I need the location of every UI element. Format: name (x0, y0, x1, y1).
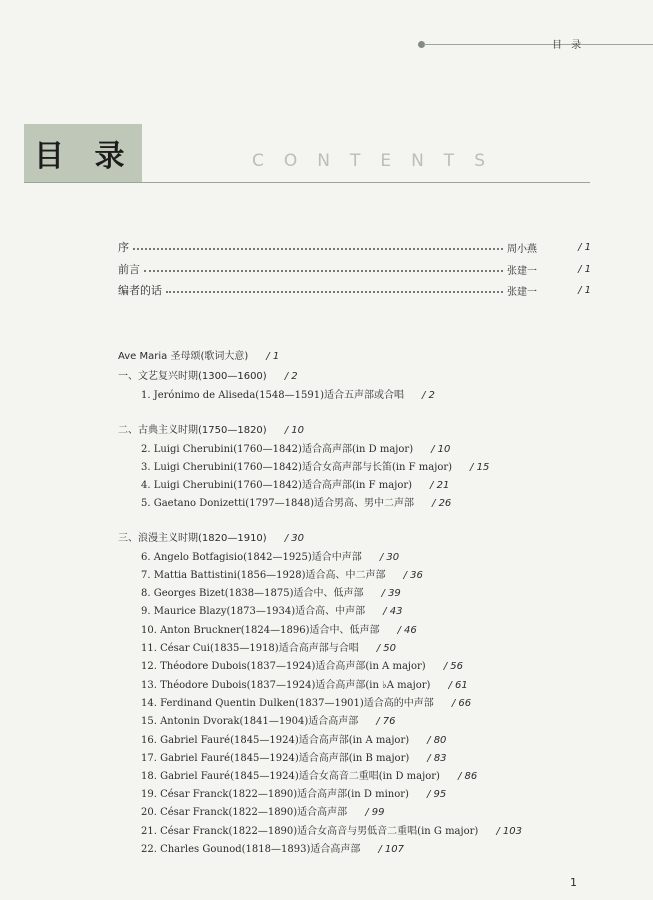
entry-page: / 43 (383, 606, 403, 617)
entry-text: 3. Luigi Cherubini(1760—1842)适合女高声部与长笛(in F major) (141, 462, 453, 473)
front-matter-entry[interactable] (118, 240, 591, 254)
toc-entry[interactable] (141, 443, 450, 456)
entry-text: Ave Maria 圣母颂(歌词大意) (118, 351, 249, 362)
running-header: 目 录 (552, 40, 585, 51)
toc-section[interactable] (118, 350, 279, 363)
entry-text: 9. Maurice Blazy(1873—1934)适合高、中声部 (141, 606, 366, 617)
entry-page: / 83 (427, 753, 447, 764)
entry-page: / 80 (427, 735, 447, 746)
dot-leader (166, 291, 503, 293)
toc-section[interactable] (118, 370, 298, 383)
toc-entry[interactable] (141, 551, 399, 564)
entry-page: / 21 (430, 480, 450, 491)
entry-page: / 86 (457, 771, 478, 782)
entry-page: / 1 (578, 284, 591, 296)
entry-text: 三、浪漫主义时期(1820—1910) (118, 533, 267, 544)
entry-page: / 10 (431, 444, 451, 455)
toc-entry[interactable] (141, 569, 423, 582)
toc-entry[interactable] (141, 679, 468, 692)
entry-page: / 56 (443, 661, 463, 672)
entry-page: / 99 (365, 807, 385, 818)
entry-text: 18. Gabriel Fauré(1845—1924)适合女高音二重唱(in D major) (141, 771, 440, 782)
entry-page: / 1 (578, 241, 591, 253)
entry-text: 17. Gabriel Fauré(1845—1924)适合高声部(in B major) (141, 753, 410, 764)
toc-entry[interactable] (141, 770, 477, 783)
entry-text: 4. Luigi Cherubini(1760—1842)适合高声部(in F major) (141, 480, 413, 491)
entry-text: 19. César Franck(1822—1890)适合高声部(in D minor) (141, 789, 409, 800)
dot-leader (144, 270, 503, 272)
entry-page: / 1 (266, 351, 280, 362)
entry-title: 序 (118, 241, 129, 254)
entry-page: / 107 (378, 844, 404, 855)
entry-page: / 26 (432, 498, 452, 509)
entry-text: 一、文艺复兴时期(1300—1600) (118, 371, 267, 382)
entry-page: / 39 (381, 588, 401, 599)
entry-text: 6. Angelo Botfagisio(1842—1925)适合中声部 (141, 552, 362, 563)
header-rule (424, 44, 653, 45)
page-title: 目 录 (34, 139, 135, 174)
entry-text: 11. César Cui(1835—1918)适合高声部与合唱 (141, 643, 359, 654)
toc-entry[interactable] (141, 806, 384, 819)
toc-entry[interactable] (141, 660, 463, 673)
entry-text: 21. César Franck(1822—1890)适合女高音与男低音二重唱(in G major) (141, 826, 479, 837)
front-matter-entry[interactable] (118, 283, 591, 297)
entry-text: 20. César Franck(1822—1890)适合高声部 (141, 807, 348, 818)
entry-title: 前言 (118, 263, 140, 276)
toc-entry[interactable] (141, 624, 417, 637)
entry-text: 7. Mattia Battistini(1856—1928)适合高、中二声部 (141, 570, 386, 581)
entry-page: / 10 (284, 425, 304, 436)
toc-entry[interactable] (141, 587, 401, 600)
toc-entry[interactable] (141, 825, 522, 838)
entry-text: 10. Anton Bruckner(1824—1896)适合中、低声部 (141, 625, 380, 636)
toc-section[interactable] (118, 532, 304, 545)
entry-page: / 1 (578, 263, 591, 275)
entry-text: 8. Georges Bizet(1838—1875)适合中、低声部 (141, 588, 364, 599)
entry-page: / 61 (448, 680, 468, 691)
entry-text: 16. Gabriel Fauré(1845—1924)适合高声部(in A major) (141, 735, 410, 746)
entry-page: / 66 (451, 698, 472, 709)
entry-page: / 36 (403, 570, 423, 581)
toc-entry[interactable] (141, 752, 447, 765)
toc-entry[interactable] (141, 497, 451, 510)
entry-author: 周小燕 (507, 243, 537, 255)
entry-author: 张建一 (507, 265, 537, 277)
contents-heading: CONTENTS (252, 151, 505, 171)
toc-entry[interactable] (141, 389, 435, 402)
entry-text: 2. Luigi Cherubini(1760—1842)适合高声部(in D major) (141, 444, 414, 455)
dot-leader (133, 248, 503, 250)
entry-page: / 2 (422, 390, 435, 401)
toc-section[interactable] (118, 424, 304, 437)
entry-text: 1. Jerónimo de Aliseda(1548—1591)适合五声部或合唱 (141, 390, 404, 401)
entry-text: 14. Ferdinand Quentin Dulken(1837—1901)适合高的中声部 (141, 698, 434, 709)
entry-page: / 50 (376, 643, 396, 654)
toc-entry[interactable] (141, 697, 471, 710)
toc-entry[interactable] (141, 843, 404, 856)
entry-text: 二、古典主义时期(1750—1820) (118, 425, 267, 436)
page-number: 1 (570, 876, 577, 889)
entry-page: / 76 (376, 716, 396, 727)
entry-page: / 2 (284, 371, 298, 382)
front-matter-entry[interactable] (118, 262, 591, 276)
toc-entry[interactable] (141, 715, 396, 728)
entry-title: 编者的话 (118, 284, 162, 297)
entry-page: / 30 (284, 533, 304, 544)
entry-author: 张建一 (507, 286, 537, 298)
toc-entry[interactable] (141, 605, 402, 618)
toc-entry[interactable] (141, 461, 489, 474)
toc-entry[interactable] (141, 642, 396, 655)
entry-page: / 95 (426, 789, 447, 800)
title-divider (24, 182, 590, 183)
toc-entry[interactable] (141, 734, 446, 747)
toc-entry[interactable] (141, 788, 446, 801)
entry-text: 13. Théodore Dubois(1837—1924)适合高声部(in ♭A major) (141, 680, 431, 691)
entry-text: 15. Antonin Dvorak(1841—1904)适合高声部 (141, 716, 359, 727)
entry-page: / 30 (379, 552, 400, 563)
entry-text: 12. Théodore Dubois(1837—1924)适合高声部(in A major) (141, 661, 426, 672)
entry-text: 22. Charles Gounod(1818—1893)适合高声部 (141, 844, 361, 855)
entry-page: / 46 (397, 625, 417, 636)
entry-page: / 103 (496, 826, 522, 837)
toc-entry[interactable] (141, 479, 449, 492)
entry-text: 5. Gaetano Donizetti(1797—1848)适合男高、男中二声部 (141, 498, 415, 509)
entry-page: / 15 (470, 462, 490, 473)
